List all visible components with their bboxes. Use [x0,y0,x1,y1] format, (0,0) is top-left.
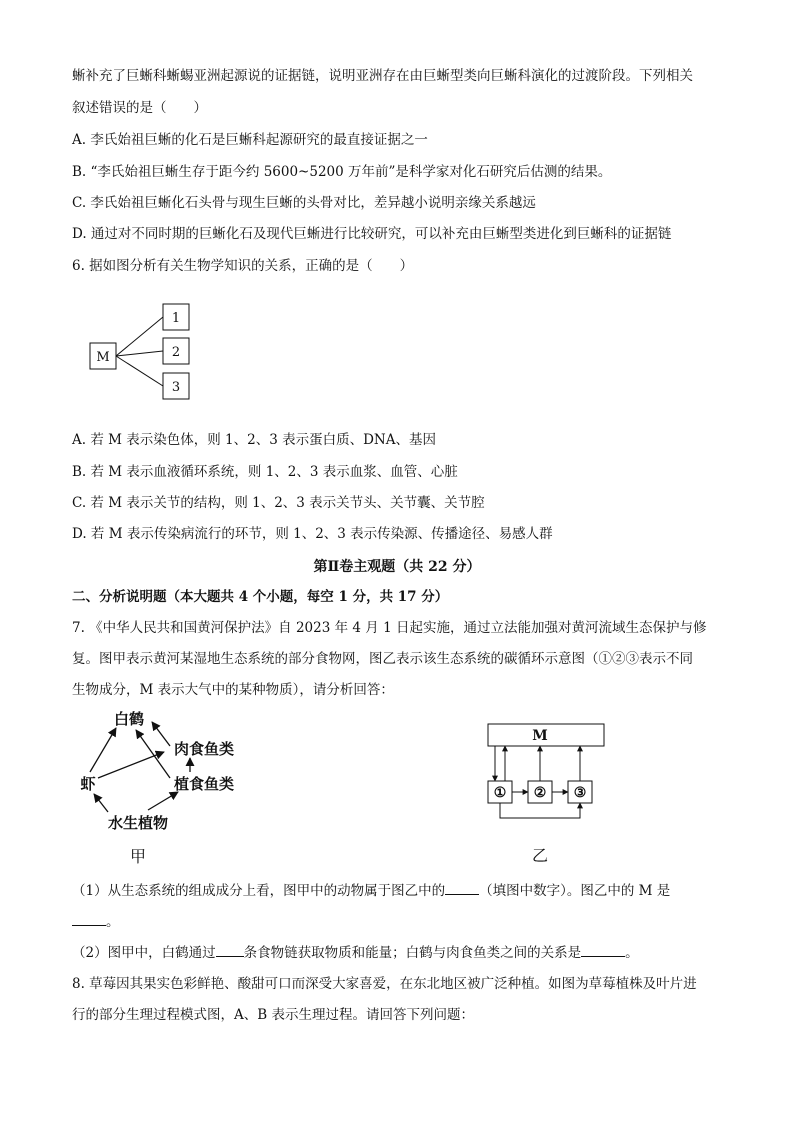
label-1: ① [493,785,507,801]
q6-option-b: B. 若 M 表示血液循环系统，则 1、2、3 表示血浆、血管、心脏 [72,464,458,480]
q5-stem-line1: 蜥补充了巨蜥科蜥蜴亚洲起源说的证据链，说明亚洲存在由巨蜥型类向巨蜥科演化的过渡阶段。下列相关 [72,68,693,84]
food-web-caption: 甲 [129,847,147,866]
q6-link-2 [116,351,163,356]
arrow-carnivore-crane [152,722,170,746]
q6-link-3 [116,356,163,386]
q7-sub2-text-a: （2）图甲中，白鹤通过 [72,945,216,961]
q7-sub1-end: 。 [106,914,120,930]
q5-option-a: A. 李氏始祖巨蜥的化石是巨蜥科起源研究的最直接证据之一 [72,132,428,148]
node-carnivore-fish: 肉食鱼类 [173,740,235,758]
q6-option-d: D. 若 M 表示传染病流行的环节，则 1、2、3 表示传染源、传播途径、易感人群 [72,526,553,542]
section2-title: 第Ⅱ卷主观题（共 22 分） [313,559,481,575]
q6-diagram [86,300,196,406]
q6-label-m: M [96,350,110,365]
q7-stem-line1: 7. 《中华人民共和国黄河保护法》自 2023 年 4 月 1 日起实施，通过立法能加强对黄河流域生态保护与修 [72,620,707,636]
q7-stem-line2: 复。图甲表示黄河某湿地生态系统的部分食物网，图乙表示该生态系统的碳循环示意图（①②③表示不同 [72,651,693,667]
node-crane: 白鹤 [113,710,145,728]
q5-stem-line2: 叙述错误的是（ ） [72,100,207,116]
arrow-shrimp-carnivore [98,752,164,778]
q7-sub1-text-b: （填图中数字）。图乙中的 M 是 [479,883,671,899]
node-shrimp: 虾 [80,775,96,793]
carbon-cycle-diagram [480,718,610,868]
q7-stem-line3: 生物成分，M 表示大气中的某种物质），请分析回答： [72,682,394,698]
part2-heading: 二、分析说明题（本大题共 4 个小题，每空 1 分，共 17 分） [72,589,449,605]
q7-blank-2[interactable] [72,911,106,926]
q7-sub2 [72,942,639,963]
q6-label-2: 2 [171,345,181,360]
q5-option-b: B. “李氏始祖巨蜥生存于距今约 5600~5200 万年前”是科学家对化石研究后估测的结果。 [72,164,612,180]
q8-stem-line1: 8. 草莓因其果实色彩鲜艳、酸甜可口而深受大家喜爱，在东北地区被广泛种植。如图为草莓植株及叶片进 [72,976,697,992]
q5-option-d: D. 通过对不同时期的巨蜥化石及现代巨蜥进行比较研究，可以补充由巨蜥型类进化到巨蜥科的证据链 [72,226,672,242]
q7-sub1-text-a: （1）从生态系统的组成成分上看，图甲中的动物属于图乙中的 [72,883,446,899]
q7-sub1-line1 [72,880,670,901]
q6-option-a: A. 若 M 表示染色体，则 1、2、3 表示蛋白质、DNA、基因 [72,432,436,448]
label-2: ② [533,785,547,801]
food-web-diagram [72,700,272,870]
q6-label-1: 1 [171,311,181,326]
label-3: ③ [573,785,587,801]
q8-stem-line2: 行的部分生理过程模式图，A、B 表示生理过程。请回答下列问题： [72,1007,474,1023]
q5-option-c: C. 李氏始祖巨蜥化石头骨与现生巨蜥的头骨对比，差异越小说明亲缘关系越远 [72,195,536,211]
q6-option-c: C. 若 M 表示关节的结构，则 1、2、3 表示关节头、关节囊、关节腔 [72,495,485,511]
q7-sub2-text-b: 条食物链获取物质和能量；白鹤与肉食鱼类之间的关系是 [243,945,582,961]
q7-blank-3[interactable] [216,942,244,957]
q7-sub2-end: 。 [625,945,639,961]
arrow-herbivore-crane [136,730,170,778]
arrow-plant-shrimp [94,794,108,812]
label-m: M [532,728,548,744]
arrow-shrimp-crane [90,728,116,772]
q7-sub1-line2 [72,911,120,932]
q6-label-3: 3 [171,380,181,395]
q7-blank-1[interactable] [445,880,479,895]
q6-stem: 6. 据如图分析有关生物学知识的关系，正确的是（ ） [72,258,414,274]
node-herbivore-fish: 植食鱼类 [173,775,235,793]
q6-link-1 [116,317,163,356]
node-plant: 水生植物 [107,814,169,832]
carbon-cycle-caption: 乙 [531,846,549,865]
arrow-plant-herbivore [148,792,178,810]
arrow-1-to-3-bottom [500,803,580,818]
q7-blank-4[interactable] [581,942,625,957]
